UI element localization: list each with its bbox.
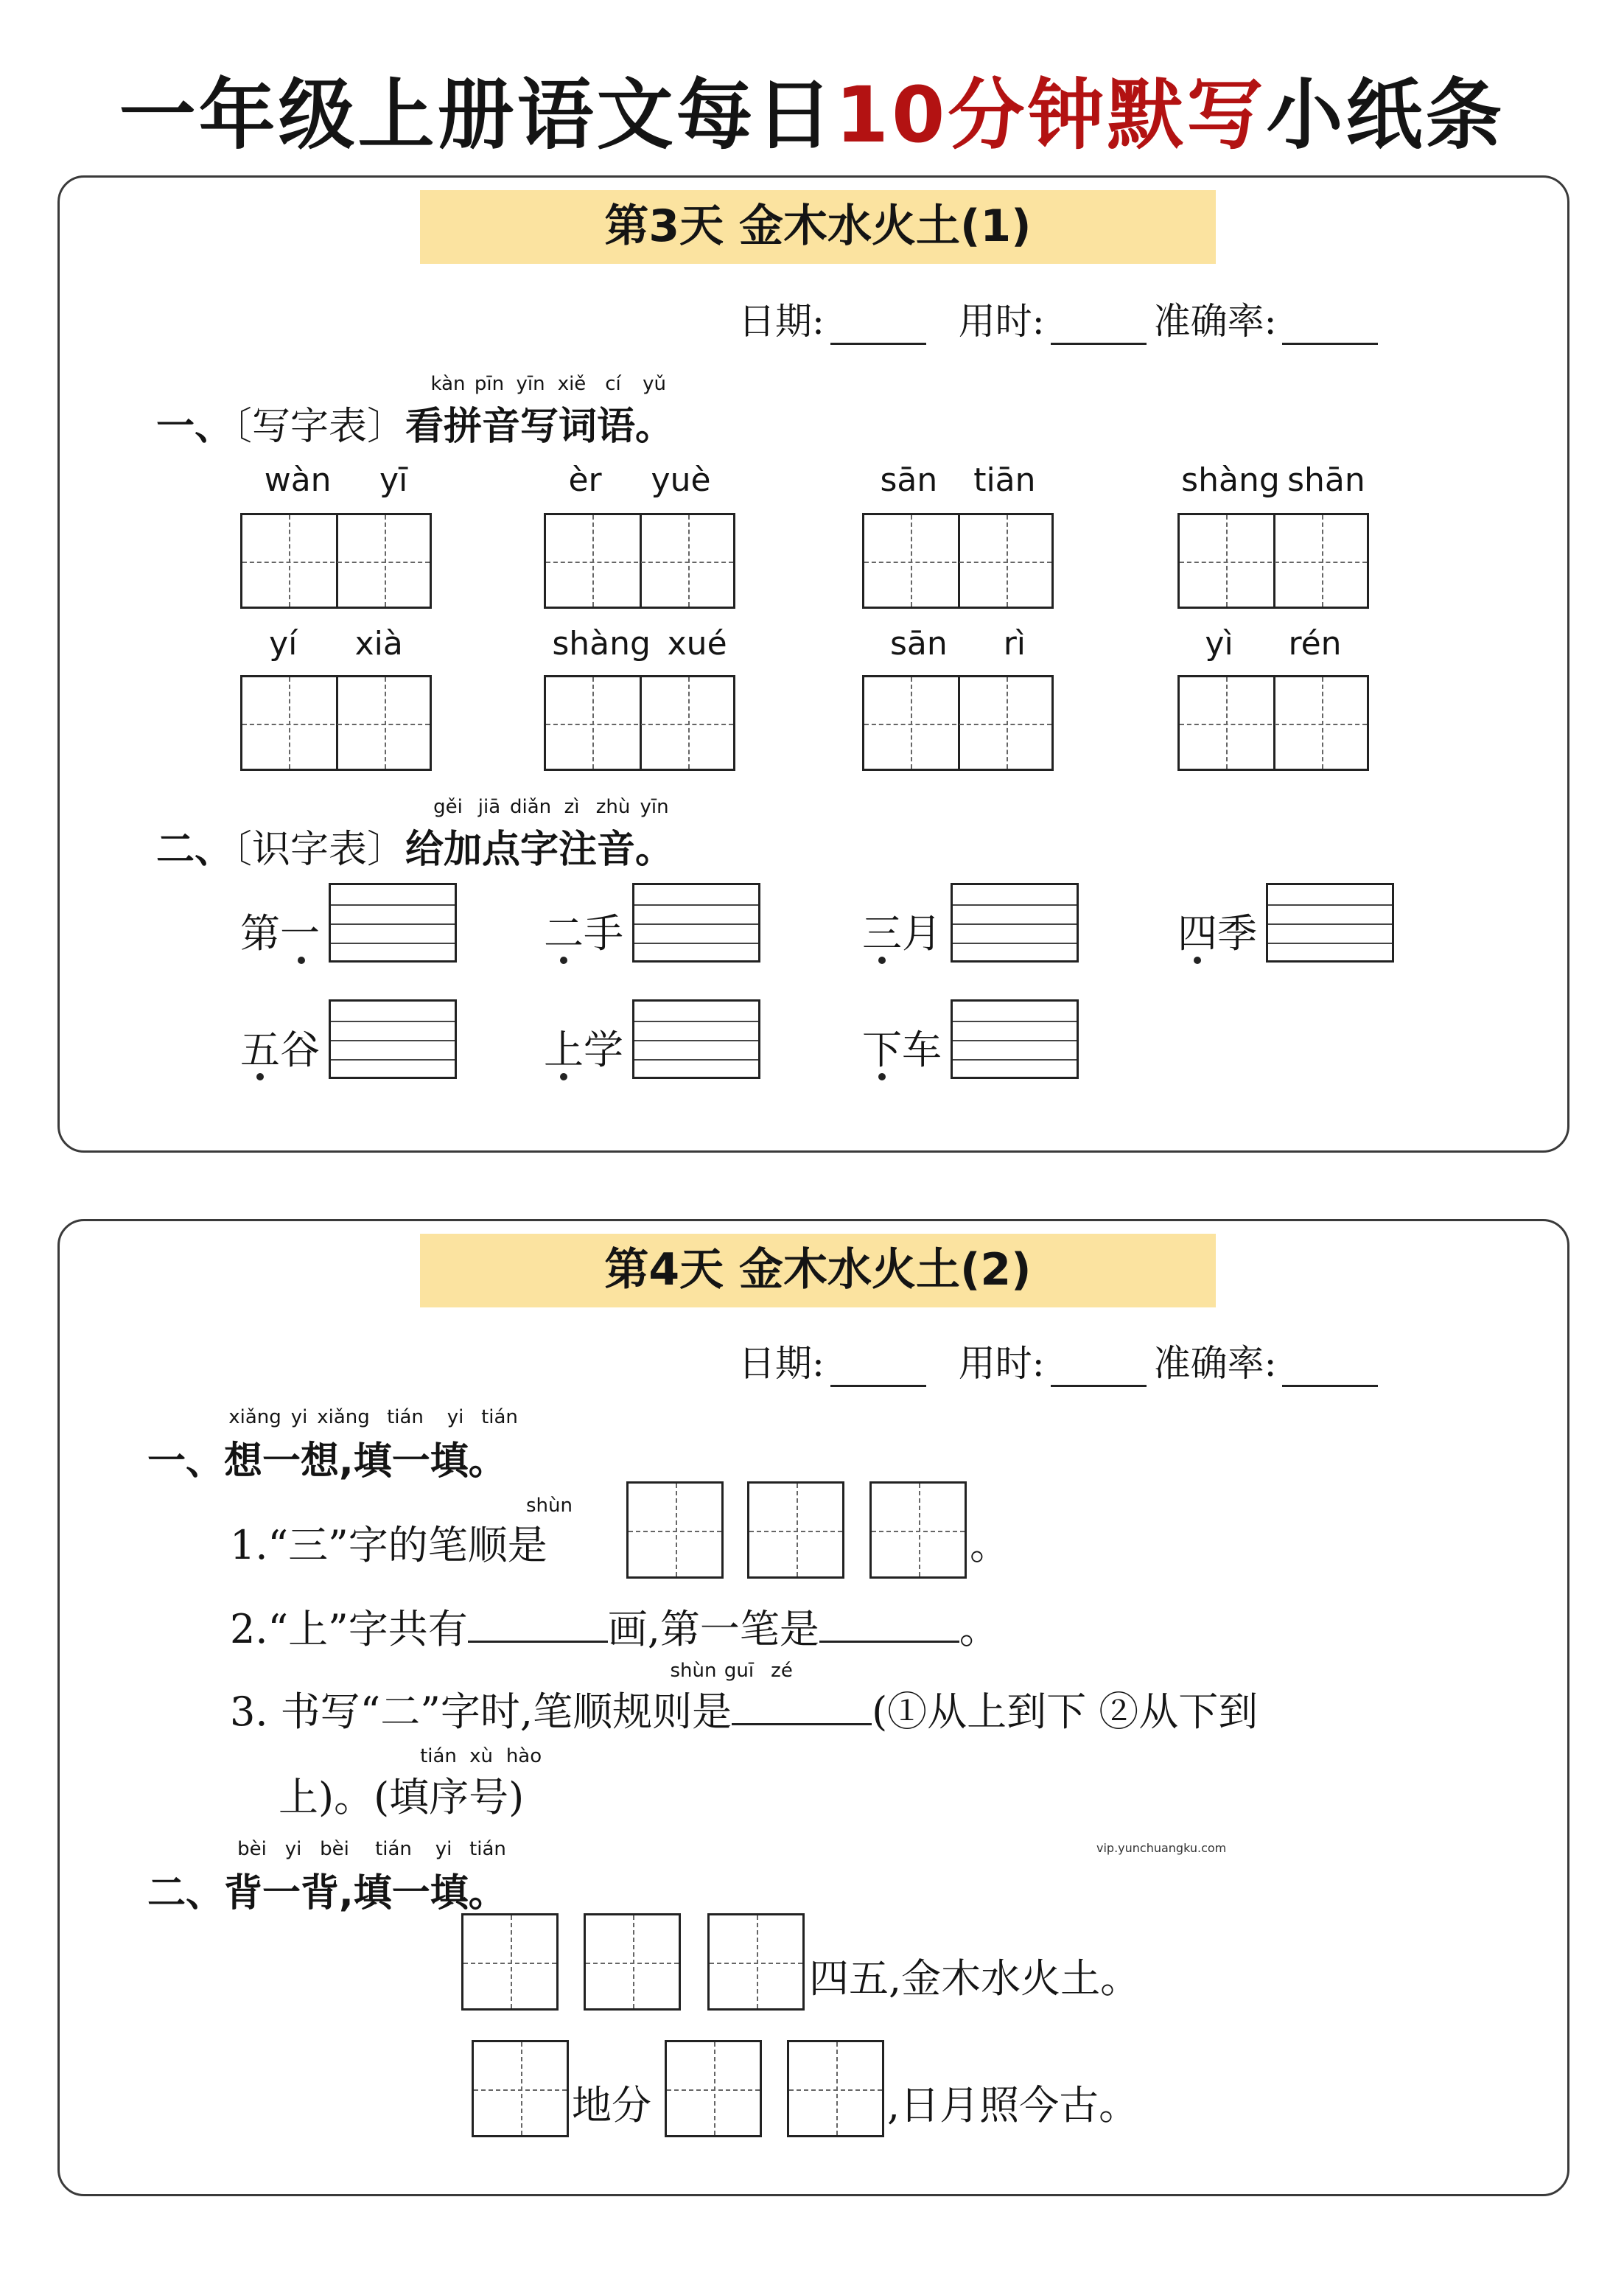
day3-sec1-ruby: kàn pīn yīn xiě cí yǔ xyxy=(430,373,666,395)
tianzige-answer-box[interactable] xyxy=(1177,675,1369,771)
date-blank[interactable] xyxy=(830,1348,926,1387)
ruling-line xyxy=(634,904,758,906)
stroke-order-box[interactable] xyxy=(869,1481,967,1579)
pinyin-answer-box[interactable] xyxy=(329,999,457,1079)
ruling-line xyxy=(331,923,455,925)
guide-line xyxy=(242,724,430,725)
ruling-line xyxy=(953,1059,1077,1061)
date-label: 日期: xyxy=(738,1342,825,1385)
ruling-line xyxy=(1268,923,1392,925)
pinyin-prompt xyxy=(862,625,1054,663)
pinyin-syllable: yì xyxy=(1205,625,1233,663)
ruling-line xyxy=(953,904,1077,906)
cell-divider xyxy=(336,677,338,769)
pinyin-syllable: wàn xyxy=(264,461,332,499)
poem-line2-mid: 地分 xyxy=(572,2082,651,2128)
pinyin-syllable: xià xyxy=(354,625,403,663)
accuracy-label: 准确率: xyxy=(1153,1342,1277,1385)
poem-answer-box[interactable] xyxy=(787,2040,884,2137)
guide-line xyxy=(1322,677,1323,769)
page-title: 一年级上册语文每日10分钟默写小纸条 xyxy=(119,70,1505,160)
q1-text: 1.“三”字的笔顺是 xyxy=(230,1522,547,1568)
guide-line xyxy=(633,1915,634,2008)
poem-answer-box[interactable] xyxy=(461,1913,559,2011)
guide-line xyxy=(546,724,733,725)
pinyin-prompt xyxy=(240,625,432,663)
dotted-word: 四季 xyxy=(1177,910,1257,957)
guide-line xyxy=(289,677,290,769)
cell-divider xyxy=(336,515,338,607)
cell-divider xyxy=(958,515,960,607)
guide-line xyxy=(1007,677,1008,769)
stroke-order-box[interactable] xyxy=(747,1481,844,1579)
guide-line xyxy=(688,677,690,769)
guide-line xyxy=(797,1484,798,1576)
q1-ruby: shùn xyxy=(526,1495,573,1517)
day4-meta-row xyxy=(738,1334,1385,1387)
day3-section1-heading: 一、〔写字表〕看拼音写词语。 xyxy=(156,405,674,449)
q1-end: 。 xyxy=(970,1522,1009,1568)
watermark: vip.yunchuangku.com xyxy=(1096,1841,1227,1855)
pinyin-prompt xyxy=(1177,625,1369,663)
pinyin-syllable: yī xyxy=(379,461,408,499)
poem-answer-box[interactable] xyxy=(707,1913,805,2011)
pinyin-answer-box[interactable] xyxy=(632,883,760,963)
guide-line xyxy=(463,1963,556,1964)
dotted-word: 五谷 xyxy=(240,1027,320,1073)
guide-line xyxy=(385,677,386,769)
tianzige-answer-box[interactable] xyxy=(862,675,1054,771)
ruling-line xyxy=(953,943,1077,944)
emphasis-dot xyxy=(560,957,567,964)
pinyin-prompt xyxy=(544,461,735,499)
pinyin-syllable: shàng xyxy=(1181,461,1280,499)
guide-line xyxy=(911,515,912,607)
emphasis-dot xyxy=(298,957,305,964)
guide-line xyxy=(1226,515,1228,607)
pinyin-syllable: xué xyxy=(667,625,727,663)
time-blank[interactable] xyxy=(1051,1348,1147,1387)
pinyin-prompt xyxy=(544,625,735,663)
tianzige-answer-box[interactable] xyxy=(240,675,432,771)
guide-line xyxy=(1226,677,1228,769)
pinyin-syllable: sān xyxy=(889,625,948,663)
pinyin-syllable: tiān xyxy=(973,461,1036,499)
ruling-line xyxy=(634,1040,758,1041)
q3-blank[interactable] xyxy=(732,1686,872,1725)
guide-line xyxy=(836,2042,838,2135)
day4-section2-heading: 二、背一背,填一填。 xyxy=(147,1871,507,1915)
pinyin-prompt xyxy=(240,461,432,499)
tianzige-answer-box[interactable] xyxy=(862,513,1054,609)
pinyin-prompt xyxy=(862,461,1054,499)
ruling-line xyxy=(953,1040,1077,1041)
cell-divider xyxy=(1273,515,1275,607)
time-label: 用时: xyxy=(958,1342,1045,1385)
pinyin-syllable: rì xyxy=(1003,625,1026,663)
tianzige-answer-box[interactable] xyxy=(240,513,432,609)
day3-banner: 第3天 金木水火土(1) xyxy=(420,190,1216,264)
pinyin-syllable: rén xyxy=(1288,625,1342,663)
accuracy-blank[interactable] xyxy=(1282,1348,1378,1387)
emphasis-dot xyxy=(1194,957,1201,964)
guide-line xyxy=(1007,515,1008,607)
day4-sec2-ruby: bèi yi bèi tián yi tián xyxy=(237,1838,506,1860)
emphasis-dot xyxy=(256,1073,264,1080)
ruling-line xyxy=(953,1021,1077,1022)
q2-blank-strokes[interactable] xyxy=(468,1604,608,1643)
pinyin-answer-box[interactable] xyxy=(329,883,457,963)
stroke-order-box[interactable] xyxy=(626,1481,724,1579)
day4-sec1-ruby: xiǎng yi xiǎng tián yi tián xyxy=(228,1406,518,1428)
tianzige-answer-box[interactable] xyxy=(544,675,735,771)
pinyin-syllable: shān xyxy=(1287,461,1365,499)
q3-line1: 3. 书写“二”字时,笔顺规则是 (①从上到下 ②从下到 xyxy=(230,1680,1258,1737)
day3-sec2-ruby: gěi jiā diǎn zì zhù yīn xyxy=(433,796,669,818)
guide-line xyxy=(511,1915,512,2008)
day3-meta-row xyxy=(738,292,1385,345)
guide-line xyxy=(242,562,430,563)
guide-line xyxy=(474,2089,567,2091)
guide-line xyxy=(688,515,690,607)
guide-line xyxy=(289,515,290,607)
guide-line xyxy=(911,677,912,769)
guide-line xyxy=(521,2042,522,2135)
poem-line2-tail: ,日月照今古。 xyxy=(887,2082,1139,2128)
q3-ruby2: tián xù hào xyxy=(420,1745,542,1767)
emphasis-dot xyxy=(560,1073,567,1080)
ruling-line xyxy=(953,923,1077,925)
guide-line xyxy=(586,1963,679,1964)
guide-line xyxy=(546,562,733,563)
ruling-line xyxy=(331,1021,455,1022)
guide-line xyxy=(710,1963,802,1964)
ruling-line xyxy=(331,1040,455,1041)
guide-line xyxy=(872,1531,965,1532)
cell-divider xyxy=(640,515,642,607)
pinyin-prompt xyxy=(1177,461,1369,499)
ruling-line xyxy=(331,943,455,944)
tianzige-answer-box[interactable] xyxy=(1177,513,1369,609)
ruling-line xyxy=(1268,904,1392,906)
q2-blank-first-stroke[interactable] xyxy=(819,1604,959,1643)
poem-answer-box[interactable] xyxy=(665,2040,762,2137)
poem-answer-box[interactable] xyxy=(472,2040,569,2137)
cell-divider xyxy=(958,677,960,769)
accuracy-label: 准确率: xyxy=(1153,300,1277,343)
guide-line xyxy=(749,1531,842,1532)
ruling-line xyxy=(634,943,758,944)
day4-banner: 第4天 金木水火土(2) xyxy=(420,1234,1216,1307)
cell-divider xyxy=(640,677,642,769)
dotted-word: 三月 xyxy=(862,910,942,957)
guide-line xyxy=(1180,724,1367,725)
time-label: 用时: xyxy=(958,300,1045,343)
pinyin-syllable: yuè xyxy=(651,461,711,499)
cell-divider xyxy=(1273,677,1275,769)
poem-answer-box[interactable] xyxy=(584,1913,681,2011)
pinyin-answer-box[interactable] xyxy=(1266,883,1394,963)
time-blank[interactable] xyxy=(1051,306,1147,345)
emphasis-dot xyxy=(878,957,886,964)
guide-line xyxy=(919,1484,920,1576)
pinyin-answer-box[interactable] xyxy=(632,999,760,1079)
guide-line xyxy=(1180,562,1367,563)
q2-line: 2.“上”字共有 画,第一笔是 。 xyxy=(230,1598,999,1655)
pinyin-syllable: shàng xyxy=(552,625,651,663)
day4-section1-heading: 一、想一想,填一填。 xyxy=(147,1439,507,1484)
pinyin-answer-box[interactable] xyxy=(951,999,1079,1079)
pinyin-syllable: sān xyxy=(880,461,938,499)
pinyin-syllable: èr xyxy=(568,461,602,499)
guide-line xyxy=(592,515,594,607)
date-label: 日期: xyxy=(738,300,825,343)
emphasis-dot xyxy=(878,1073,886,1080)
ruling-line xyxy=(331,1059,455,1061)
ruling-line xyxy=(634,1059,758,1061)
guide-line xyxy=(629,1531,721,1532)
ruling-line xyxy=(331,904,455,906)
ruling-line xyxy=(634,1021,758,1022)
accuracy-blank[interactable] xyxy=(1282,306,1378,345)
day3-section2-heading: 二、〔识字表〕给加点字注音。 xyxy=(156,828,674,872)
guide-line xyxy=(864,724,1051,725)
guide-line xyxy=(667,2089,760,2091)
tianzige-answer-box[interactable] xyxy=(544,513,735,609)
guide-line xyxy=(385,515,386,607)
guide-line xyxy=(757,1915,758,2008)
poem-line1-tail: 四五,金木水火土。 xyxy=(809,1955,1141,2002)
guide-line xyxy=(864,562,1051,563)
date-blank[interactable] xyxy=(830,306,926,345)
guide-line xyxy=(789,2089,882,2091)
pinyin-syllable: yí xyxy=(269,625,298,663)
guide-line xyxy=(714,2042,715,2135)
dotted-word: 第一 xyxy=(240,910,320,957)
ruling-line xyxy=(634,923,758,925)
q3-line2: 上)。(填序号) xyxy=(279,1774,525,1820)
dotted-word: 上学 xyxy=(544,1027,623,1073)
q3-ruby: shùn guī zé xyxy=(670,1660,793,1682)
guide-line xyxy=(676,1484,677,1576)
dotted-word: 二手 xyxy=(544,910,623,957)
pinyin-answer-box[interactable] xyxy=(951,883,1079,963)
dotted-word: 下车 xyxy=(862,1027,942,1073)
guide-line xyxy=(592,677,594,769)
ruling-line xyxy=(1268,943,1392,944)
guide-line xyxy=(1322,515,1323,607)
